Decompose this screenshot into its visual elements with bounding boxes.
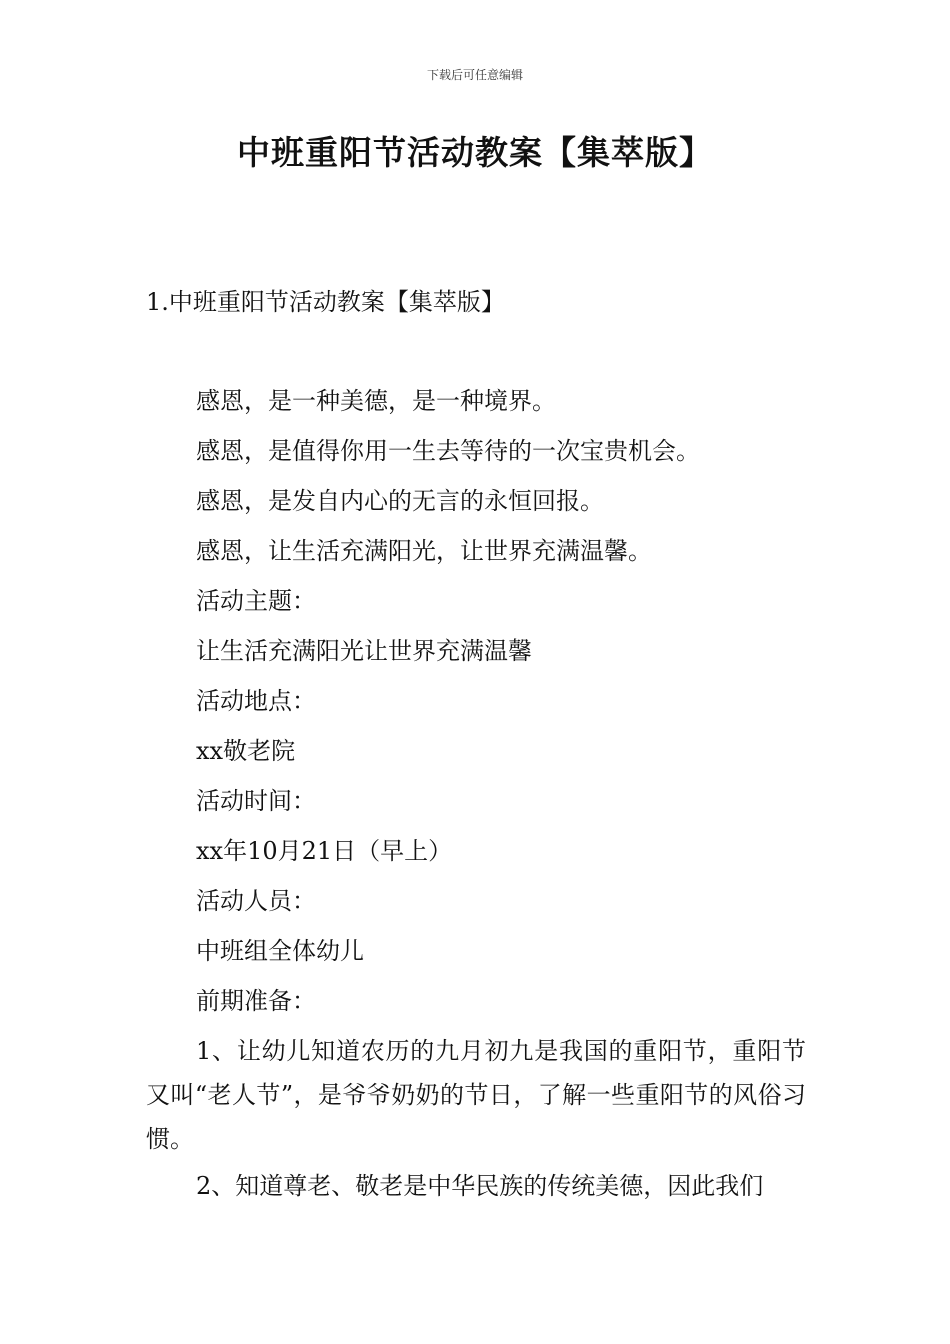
label-preparation: 前期准备： bbox=[196, 987, 316, 1015]
value-activity-theme: 让生活充满阳光让世界充满温馨 bbox=[196, 637, 532, 665]
paragraph-gratitude-opportunity: 感恩，是值得你用一生去等待的一次宝贵机会。 bbox=[196, 437, 700, 465]
label-activity-participants: 活动人员： bbox=[196, 887, 316, 915]
label-activity-location: 活动地点： bbox=[196, 687, 316, 715]
paragraph-gratitude-sunshine: 感恩，让生活充满阳光，让世界充满温馨。 bbox=[196, 537, 652, 565]
preparation-item-2: 2、知道尊老、敬老是中华民族的传统美德，因此我们 bbox=[196, 1172, 764, 1200]
page-header-note: 下载后可任意编辑 bbox=[426, 68, 523, 82]
preparation-item-1: 1、让幼儿知道农历的九月初九是我国的重阳节，重阳节又叫“老人节”，是爷爷奶奶的节日，了解一些重阳节的风俗习惯。 bbox=[146, 1037, 806, 1153]
value-activity-location: xx敬老院 bbox=[196, 737, 296, 765]
value-activity-participants: 中班组全体幼儿 bbox=[196, 937, 364, 965]
label-activity-time: 活动时间： bbox=[196, 787, 316, 815]
section-heading: 1.中班重阳节活动教案【集萃版】 bbox=[146, 288, 505, 316]
paragraph-gratitude-reward: 感恩，是发自内心的无言的永恒回报。 bbox=[196, 487, 604, 515]
document-title: 中班重阳节活动教案【集萃版】 bbox=[237, 133, 713, 172]
label-activity-theme: 活动主题： bbox=[196, 587, 316, 615]
document-body bbox=[146, 376, 806, 1211]
value-activity-time: xx年10月21日（早上） bbox=[196, 837, 453, 865]
paragraph-gratitude-virtue: 感恩，是一种美德，是一种境界。 bbox=[196, 387, 556, 415]
